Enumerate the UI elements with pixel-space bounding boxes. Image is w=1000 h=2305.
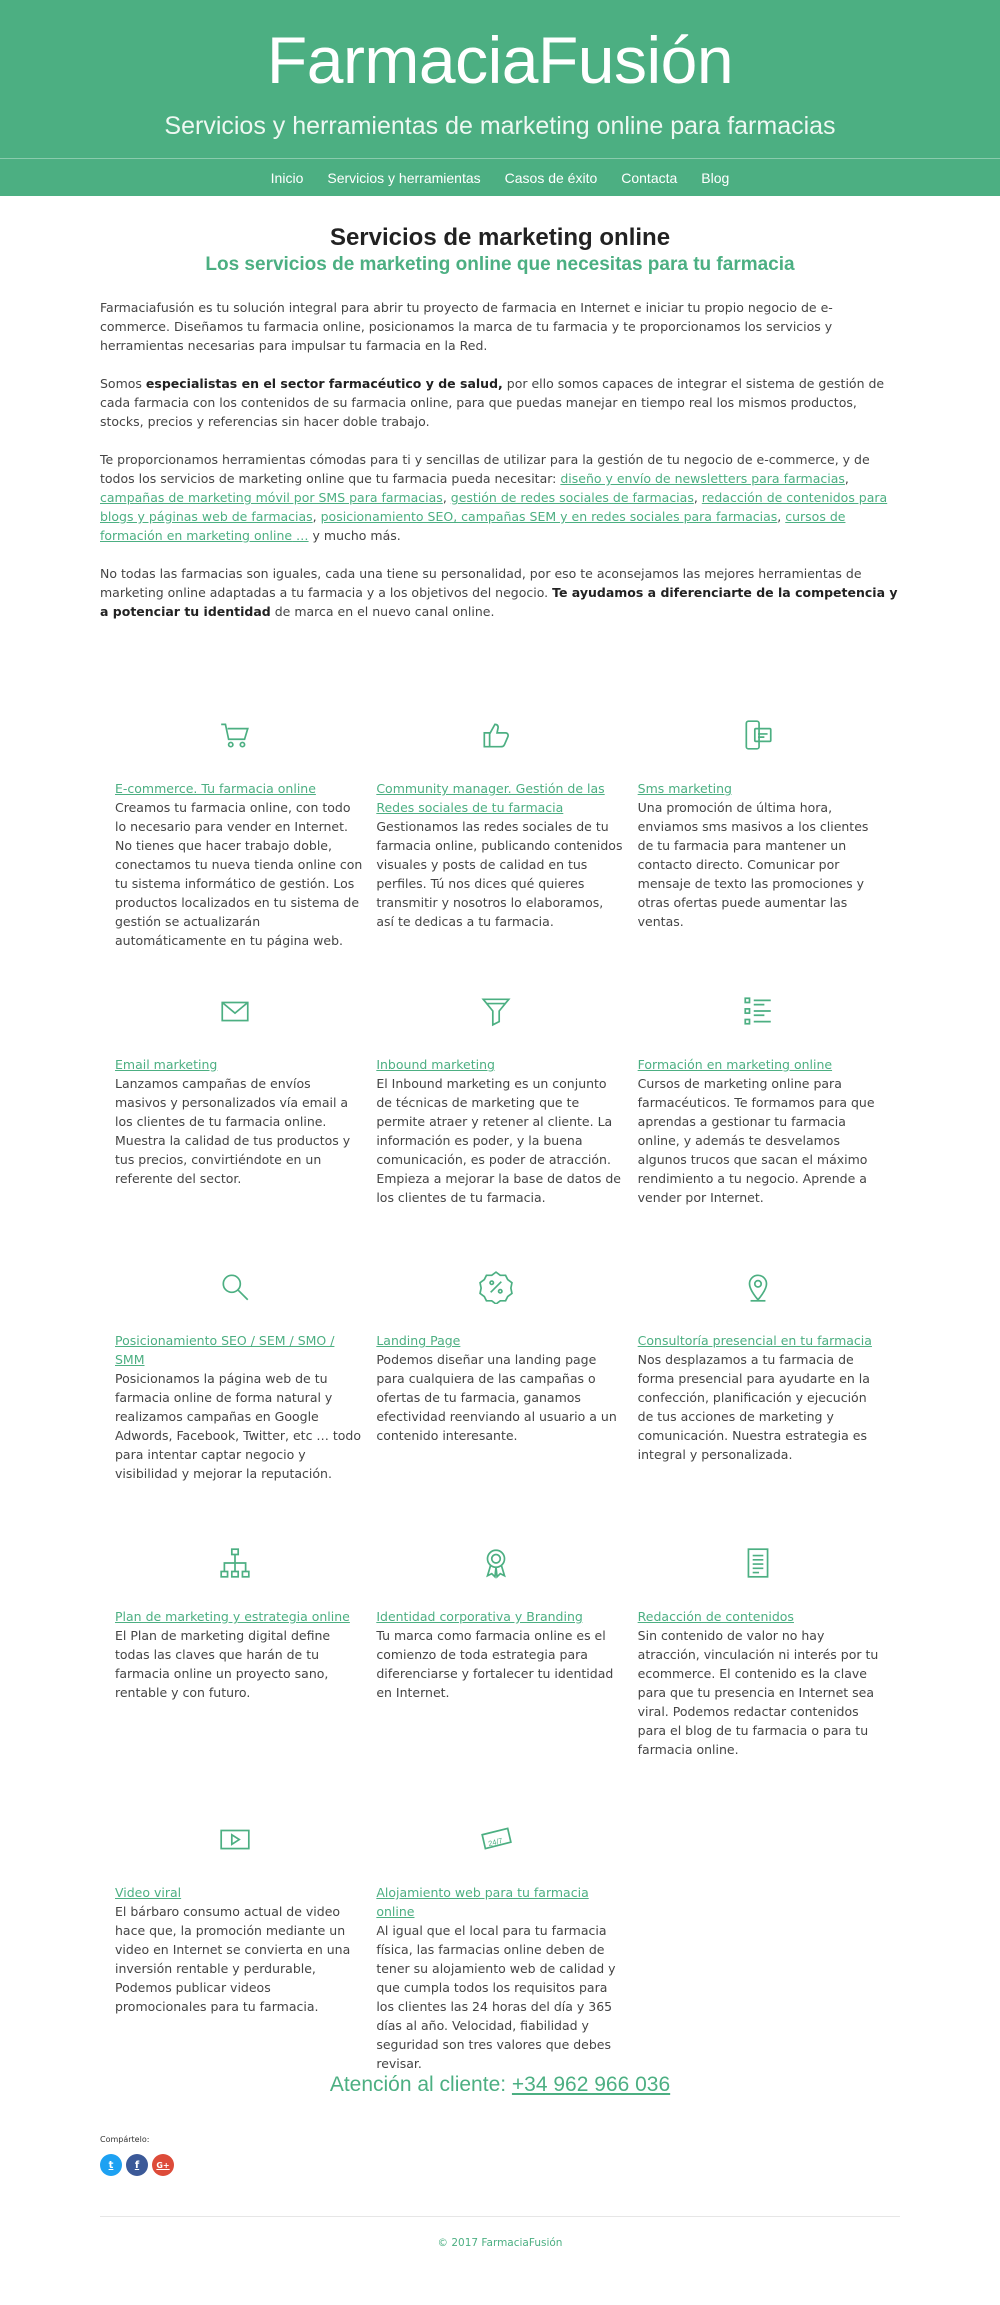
video-icon (218, 1822, 252, 1856)
customer-service-label: Atención al cliente: (329, 2073, 512, 2096)
google-plus-icon: G+ (156, 2160, 170, 2170)
service-desc-alojamiento-web: Al igual que el local para tu farmacia física, las farmacias online deben de tener su alojamiento web de calidad y que cumpla todos los requisitos para los clientes las 24 horas del día y 365 días al año. Velocidad, fiabilidad y seguridad son tres valores que debes revisar. (376, 1923, 616, 2071)
site-header (0, 0, 1000, 196)
service-sms-marketing (638, 703, 885, 979)
service-desc-community-manager: Gestionamos las redes sociales de tu farmacia online, publicando contenidos visuales y posts de calidad en tus perfiles. Tú nos dices qué quieres transmitir y nosotros lo elaboramos, así te dedicas a tu farmacia. (376, 819, 623, 929)
service-desc-inbound-marketing: El Inbound marketing es un conjunto de técnicas de marketing que te permite atraer y retener al cliente. La información es poder, y la buena comunicación, es poder de atracción. Empieza a mejorar la base de datos de los clientes de tu farmacia. (376, 1076, 621, 1205)
service-title-consultoria[interactable]: Consultoría presencial en tu farmacia (637, 1333, 872, 1348)
nav-item-blog[interactable]: Blog (701, 169, 730, 186)
service-desc-seo: Posicionamos la página web de tu farmacia online de forma natural y realizamos campañas en Google Adwords, Facebook, Twitter, etc … todo para intentar captar negocio y visibilidad y mejorar la reputación. (115, 1371, 362, 1481)
service-desc-consultoria: Nos desplazamos a tu farmacia de forma presencial para ayudarte en la confección, planificación y ejecución de tus acciones de marketing y comunicación. Nuestra estrategia es integral y personalizada. (637, 1352, 870, 1462)
service-formacion (638, 979, 885, 1255)
intro-section (100, 224, 900, 621)
site-tagline: Servicios y herramientas de marketing online para farmacias (164, 112, 836, 140)
service-email-marketing (115, 979, 362, 1255)
service-title-redaccion[interactable]: Redacción de contenidos (637, 1609, 794, 1624)
intro-paragraph-4 (100, 564, 900, 621)
page-subtitle: Los servicios de marketing online que necesitas para tu farmacia (205, 254, 795, 275)
intro-p2-highlight: especialistas en el sector farmacéutico y de salud, (145, 376, 503, 391)
link-cursos-formacion-ellipsis: … (292, 528, 309, 543)
hosting-24-7-text: 24/7 (487, 1835, 504, 1849)
customer-service-phone-link[interactable]: +34 962 966 036 (511, 2073, 671, 2096)
intro-p2-end: por ello somos capaces de integrar el sistema de gestión de cada farmacia con los contenidos de su farmacia online, para que puedas manejar en tiempo real los mismos productos, stocks, precios y referencias sin hacer doble trabajo. (100, 376, 885, 429)
link-newsletters[interactable]: diseño y envío de newsletters para farmacias (560, 471, 845, 486)
service-desc-email-marketing: Lanzamos campañas de envíos masivos y personalizados vía email a los clientes de tu farmacia online. Muestra la calidad de tus productos y tus precios, convirtiéndote en un referente del sector. (115, 1076, 351, 1186)
intro-paragraph-2 (100, 374, 900, 431)
service-title-alojamiento-web[interactable]: Alojamiento web para tu farmacia online (376, 1885, 589, 1919)
service-community-manager (376, 703, 623, 979)
google-plus-share-button[interactable] (152, 2154, 174, 2176)
service-title-community-manager[interactable]: Community manager. Gestión de las Redes sociales de tu farmacia (376, 781, 605, 815)
service-video-viral (115, 1807, 362, 2083)
service-alojamiento-web (376, 1807, 623, 2083)
service-title-inbound-marketing[interactable]: Inbound marketing (376, 1057, 495, 1072)
percent-badge-icon (479, 1270, 513, 1304)
service-landing-page (376, 1255, 623, 1531)
service-title-sms-marketing[interactable]: Sms marketing (637, 781, 732, 796)
service-seo (115, 1255, 362, 1531)
intro-paragraph-3: Te proporcionamos herramientas cómodas para ti y sencillas de utilizar para la gestión de tu negocio de e-commerce, y de todos los servicios de marketing online que tu farmacia pueda necesitar: diseño y envío de newsletters para farmacias, campañas de marketing móvil por SMS para farmacias, gestión de redes sociales de farmacias, redacción de contenidos para blogs y páginas web de farmacias, posicionamiento SEO, campañas SEM y en redes sociales para farmacias, cursos de formación en marketing online … y mucho más. (100, 452, 888, 543)
service-title-landing-page[interactable]: Landing Page (376, 1333, 461, 1348)
funnel-icon (479, 994, 513, 1028)
envelope-icon (218, 994, 252, 1028)
site-footer (100, 2217, 900, 2289)
search-icon (218, 1270, 252, 1304)
services-grid (115, 703, 885, 2083)
service-title-email-marketing[interactable]: Email marketing (115, 1057, 218, 1072)
service-desc-plan-marketing: El Plan de marketing digital define todas las claves que harán de tu farmacia online un proyecto sano, rentable y con futuro. (115, 1628, 331, 1700)
intro-p3-end: y mucho más. (308, 528, 401, 543)
award-icon (479, 1546, 513, 1580)
share-label: Compártelo: (100, 2135, 150, 2144)
nav-item-inicio[interactable]: Inicio (270, 169, 304, 186)
intro-paragraph-1: Farmaciafusión es tu solución integral para abrir tu proyecto de farmacia en Internet e iniciar tu propio negocio de e-commerce. Diseñamos tu farmacia online, posicionamos la marca de tu farmacia y te proporcionamos los servicios y herramientas necesarias para impulsar tu farmacia en la Red. (100, 300, 833, 353)
facebook-share-button[interactable] (126, 2154, 148, 2176)
share-section (100, 2135, 900, 2176)
service-desc-ecommerce: Creamos tu farmacia online, con todo lo necesario para vender en Internet. No tienes que hacer trabajo doble, conectamos tu nueva tienda online con tu sistema informático de gestión. Los productos localizados en tu sistema de gestión se actualizarán automáticamente en tu página web. (115, 800, 363, 948)
facebook-icon: f (134, 2159, 140, 2171)
nav-item-casos-de-exito[interactable]: Casos de éxito (504, 169, 598, 186)
service-title-seo[interactable]: Posicionamiento SEO / SEM / SMO / SMM (115, 1333, 335, 1367)
service-ecommerce (115, 703, 362, 979)
service-title-identidad-corporativa[interactable]: Identidad corporativa y Branding (376, 1609, 583, 1624)
map-pin-icon (741, 1270, 775, 1304)
link-cursos-formacion-label: cursos de formación en marketing online (100, 509, 846, 543)
service-desc-sms-marketing: Una promoción de última hora, enviamos sms masivos a los clientes de tu farmacia para mantener un contacto directo. Comunicar por mensaje de texto las promociones y otras ofertas puede aumentar las ventas. (637, 800, 869, 929)
page-title: Servicios de marketing online (329, 224, 671, 251)
twitter-share-button[interactable] (100, 2154, 122, 2176)
service-plan-marketing (115, 1531, 362, 1807)
list-icon (741, 994, 775, 1028)
link-sms-marketing[interactable]: campañas de marketing móvil por SMS para farmacias (100, 490, 443, 505)
service-desc-identidad-corporativa: Tu marca como farmacia online es el comienzo de toda estrategia para diferenciarse y fortalecer tu identidad en Internet. (376, 1628, 614, 1700)
intro-p4-highlight: Te ayudamos a diferenciarte de la competencia y a potenciar tu identidad (100, 585, 898, 619)
main-nav (0, 158, 1000, 196)
service-redaccion (638, 1531, 885, 1807)
twitter-icon: t (108, 2159, 114, 2171)
sitemap-icon (218, 1546, 252, 1580)
service-desc-formacion: Cursos de marketing online para farmacéuticos. Te formamos para que aprendas a gestionar tu farmacia online, y además te desvelamos algunos trucos que sacan el máximo rendimiento a tu negocio. Aprende a vender por Internet. (637, 1076, 875, 1205)
nav-item-contacta[interactable]: Contacta (621, 169, 678, 186)
service-inbound-marketing (376, 979, 623, 1255)
service-title-plan-marketing[interactable]: Plan de marketing y estrategia online (115, 1609, 350, 1624)
footer-copyright: © 2017 FarmaciaFusión (437, 2237, 563, 2249)
intro-p4-end: de marca en el nuevo canal online. (270, 604, 495, 619)
service-consultoria (638, 1255, 885, 1531)
service-desc-redaccion: Sin contenido de valor no hay atracción, vinculación ni interés por tu ecommerce. El contenido es la clave para que tu presencia en Internet sea viral. Podemos redactar contenidos para el blog de tu farmacia o para tu farmacia online. (637, 1628, 879, 1757)
link-redes-sociales[interactable]: gestión de redes sociales de farmacias (450, 490, 694, 505)
hosting-24-7-icon (479, 1822, 513, 1856)
intro-p3-start: Te proporcionamos herramientas cómodas para ti y sencillas de utilizar para la gestión de tu negocio de e-commerce, y de todos los servicios de marketing online que tu farmacia pueda necesitar: (100, 452, 870, 486)
service-desc-video-viral: El bárbaro consumo actual de video hace que, la promoción mediante un video en Internet se convierta en una inversión rentable y perdurable, Podemos publicar videos promocionales para tu farmacia. (115, 1904, 351, 2014)
mobile-devices-icon (741, 718, 775, 752)
intro-p2-start: Somos (100, 376, 146, 391)
service-title-formacion[interactable]: Formación en marketing online (637, 1057, 833, 1072)
link-redaccion-contenidos[interactable]: redacción de contenidos para blogs y páginas web de farmacias (100, 490, 888, 524)
intro-p4-start: No todas las farmacias son iguales, cada una tiene su personalidad, por eso te aconsejamos las mejores herramientas de marketing online adaptadas a tu farmacia y a los objetivos del negocio. (100, 566, 862, 600)
thumbs-up-icon (479, 718, 513, 752)
cart-icon (218, 718, 252, 752)
service-identidad-corporativa (376, 1531, 623, 1807)
nav-item-servicios[interactable]: Servicios y herramientas (327, 169, 481, 186)
share-buttons (100, 2154, 900, 2176)
site-title[interactable]: FarmaciaFusión (266, 23, 734, 97)
main-content (100, 224, 900, 2289)
service-title-video-viral[interactable]: Video viral (115, 1885, 182, 1900)
document-icon (741, 1546, 775, 1580)
service-desc-landing-page: Podemos diseñar una landing page para cualquiera de las campañas o ofertas de tu farmacia, ganamos efectividad reenviando al usuario a un contenido interesante. (376, 1352, 617, 1443)
service-title-ecommerce[interactable]: E-commerce. Tu farmacia online (115, 781, 316, 796)
link-posicionamiento-seo[interactable]: posicionamiento SEO, campañas SEM y en redes sociales para farmacias (320, 509, 778, 524)
